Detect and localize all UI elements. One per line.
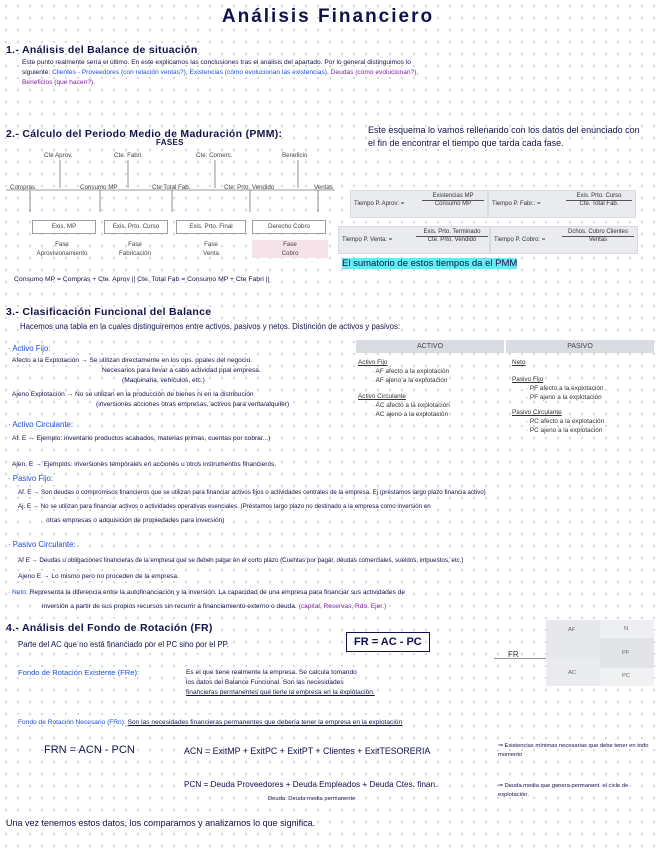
acn-formula: ACN = ExitMP + ExitPC + ExitPT + Clientes + ExitTESORERIA [184,746,431,756]
ac1: Af. E → Ejemplo: inventario productos acabados, materias primas, cuentas por cobrar...) [12,435,271,442]
t-ac-ajeno: · AC ajeno a la explotación [372,411,449,418]
neto-block [8,588,652,598]
s1-clientes: Clientes - Proveedores (con relación ventas?), [52,69,188,76]
phase-fabricacion: Fase Fabricación [119,241,151,257]
fr-pc-label: PC [622,673,631,679]
t-activo-circ: Activo Circulante [358,393,406,400]
s1-line1: Este punto realmente sería el último. En este explicamos las conclusiones tras el análisis del apartado. Por lo general distinguimos lo [22,59,411,66]
pcn-formula: PCN = Deuda Proveedores + Deuda Empleados + Deuda Ctes. finan. [184,780,438,789]
section-1-heading: 1.- Análisis del Balance de situación [6,44,198,56]
neto-label: · Neto: [8,589,28,596]
s1-beneficios: Beneficios (que hacen?) [22,79,94,86]
top-label-aprov: Cte Aprov. [44,152,73,159]
t-pasivo-circ: Pasivo Circulante [512,409,562,416]
af1c: (Maquinaria, vehículos, etc.) [122,377,205,384]
fre2: los datos del Balance Funcional. Son las necesidades [186,679,344,686]
fr-formula: FR = AC - PC [346,632,430,652]
consumo-formula: Consumo MP = Compras + Cte. Aprov || Cte. Total Fab = Consumo MP + Cte Fabri || [14,276,270,283]
s1-line3 [22,78,652,88]
flow-ventas: Ventas [314,184,333,191]
t-pc-afecto: · PC afecto a la explotación [526,418,605,425]
formula-venta-den: Cte. Prto. Vendido [427,237,477,243]
formula-cobro-num: Dchos. Cobro Clientes [562,229,634,237]
top-label-comerc: Cte. Comerc. [196,152,233,159]
frn-block [18,718,654,728]
acn-note: ⇒ Existencias mínimas necesarias que debe tener en todo momento [498,743,649,758]
pcn-sub: Deuda: Deuda media permanente [268,796,356,802]
pasivo-circulante-label: · Pasivo Circulante: [8,540,76,549]
formula-venta-frac [416,229,488,243]
t-activo-fijo: Activo Fijo [358,359,388,366]
formula-aprov-num: Existencias MP [422,193,484,201]
fre-text [186,668,516,698]
balance-table [356,340,654,458]
fr-af-label: AF [568,627,576,633]
s4-intro: Parte del AC que no está financiado por el PC sino por el PP. [18,640,229,649]
af1b: Necesarios para llevar a cabo actividad ppal empresa. [102,367,261,374]
frn-formula: FRN = ACN - PCN [44,744,135,756]
s1-siguiente: siguiente: [22,69,51,76]
top-label-fabri: Cte. Fabri. [114,152,143,159]
pasivo-fijo-label: · Pasivo Fijo: [8,474,54,483]
flow-compras: Compras [10,184,36,191]
formula-aprov-den: Consumo MP [434,201,472,207]
fre1: Es el que tiene realmente la empresa. Se calcula tomando [186,669,357,676]
box-exis-prto-final: Exis. Prto. Final [176,220,246,234]
pf2b: otras empresas o adquisición de propiedades para inversión) [46,517,225,524]
fre3: financieras permanentes que tiene la empresa en la explotación. [186,689,375,696]
top-label-beneficio: Beneficio [282,152,308,159]
formula-venta-label: Tiempo P. Venta: = [342,237,393,243]
pcn-note: ⇒ Deuda media que genera permanent. el ciclo de explotación. [498,783,629,798]
fr-side-label: FR [508,650,519,659]
neto-block-2 [42,602,652,612]
pc2: Ajeno E → Lo mismo pero no proceden de la empresa. [18,573,179,580]
box-exis-prto-curso: Exis. Prto. Curso [104,220,168,234]
t-pf-ajeno: · PF ajeno a la explotación [526,394,602,401]
phase-aprov: Fase Aprovisionamiento [36,241,88,257]
box-exis-mp: Exis. MP [32,220,96,234]
t-neto: Neto [512,359,526,366]
neto-text: Representa la diferencia entre la autofinanciación y la inversión. La capacidad de una empresa para financiar sus actividades de [29,589,405,596]
table-head-pasivo: PASIVO [506,340,654,353]
fr-ac-label: AC [568,670,577,676]
pmm-sum-highlight: El sumatorio de estos tiempos da el PMM [342,258,518,269]
activo-fijo-label: · Activo Fijo: [8,344,51,353]
neto-text-2: inversión a partir de sus propios recursos sin recurrir a financiamiento externo o deuda. [42,603,297,610]
pc1: Af E → Deudas u obligaciones financieras de la empresa que se deben pagar en el corto plazo (Cuentas por pagar, deudas comerciales, sueldos, impuestos, etc.) [18,557,464,564]
t-af-ajeno: · AF ajeno a la explotación [372,377,448,384]
s1-deudas: Deudas (cómo evolucionan?), [330,69,419,76]
formula-aprov-label: Tiempo P. Aprov: = [354,201,405,207]
fre-label: Fondo de Rotación Existente (FRe): [18,668,140,677]
fr-pf-label: PF [622,650,630,656]
activo-circulante-label: · Activo Circulante: [8,420,73,429]
section-4-heading: 4.- Análisis del Fondo de Rotación (FR) [6,622,213,634]
af2: Ajeno Explotación → No se utilizan en la producción de bienes ni en la distribución [12,391,254,398]
table-head-activo: ACTIVO [356,340,504,353]
af1: Afecto a la Explotación → Se utilizan directamente en los ops. ppales del negocio. [12,357,253,364]
formula-fabr-den: Cte. Total Fab. [579,201,619,207]
frn-label: Fondo de Rotación Necesario (FRn): [18,719,126,726]
af2b: (inversiones acciones otras empresas, activos para venta/alquiler) [96,401,290,408]
af-afecto [12,356,352,386]
fr-indicator-line [494,658,546,659]
formula-cobro-den: Ventas [588,237,608,243]
phase-cobro: Fase Cobro [252,240,328,258]
phase-venta: Fase Venta [203,241,219,257]
table-left-col [358,358,450,419]
s1-period: . [93,79,95,86]
closing-text: Una vez tenemos estos datos, los comparamos y analizamos lo que significa. [6,818,316,828]
t-pasivo-fijo: Pasivo Fijo [512,376,544,383]
formula-cobro-label: Tiempo P. Cobro: = [494,237,546,243]
flow-consumo-mp: Consumo MP [80,184,118,191]
page-title: Análisis Financiero [221,6,435,27]
pmm-sum-note [342,258,517,269]
formula-fabr-frac [566,193,632,207]
flow-cte-prto-vendido: Cte. Prto. Vendido [224,184,275,191]
s1-existencias: Existencias (cómo evolucionan las existencias), [189,69,329,76]
frn-text: Son las necesidades financieras permanentes que debería tener la empresa en la explotación [127,719,403,726]
t-ac-afecto: · AC afecto a la explotación [372,402,450,409]
s3-intro: Hacemos una tabla en la cuales distinguiremos entre activos, pasivos y netos. Distinción de activos y pasivos: [20,322,401,331]
pmm-note: Este esquema lo vamos rellenando con los datos del enunciado con el fin de encontrar el tiempo que tarda cada fase. [368,125,640,148]
formula-cobro-frac [562,229,634,243]
formula-aprov-frac [422,193,484,207]
fr-af-block [546,620,600,658]
section-3-heading: 3.- Clasificación Funcional del Balance [6,306,212,318]
t-pc-ajeno: · PC ajeno a la explotación [526,427,603,434]
section-1-body [22,58,652,88]
neto-examples: (capital, Reservas, Rdo. Ejer.) [298,603,387,610]
section-2-heading: 2.- Cálculo del Periodo Medio de Maduración (PMM): [6,128,283,140]
formula-fabr-num: Exis. Prto. Curso [566,193,632,201]
af-ajeno [12,390,352,410]
t-pf-afecto: · PF afecto a la explotación [526,385,604,392]
flow-cte-total-fab: Cte Total Fab. [152,184,191,191]
ac2: Ajen. E → Ejemplos: inversiones temporales en acciones u otros instrumentos financieros. [12,461,277,468]
fr-diagram [494,620,654,686]
s1-line2 [22,68,652,78]
t-af-afecto: · AF afecto a la explotación [372,368,450,375]
pf2: Aj. E → No se utilizan para financiar activos o actividades operativas esenciales. (Préstamos largo plazo no destinado a la empresa como inversión en [18,503,431,510]
pf1: Af. E → Son deudas o compromisos financieros que se utilizan para financiar activos fijos o actividades centrales de la empresa. Ej (préstamos largo plazo financia activo) [18,489,486,496]
formula-venta-num: Exis. Prto. Terminado [416,229,488,237]
table-right-col [512,358,604,435]
fases-label: FASES [156,138,184,147]
fr-n-label: N [624,626,629,632]
box-derecho-cobro: Derecho Cobro [252,220,326,234]
formula-fabr-label: Tiempo P. Fabr.: = [492,201,541,207]
